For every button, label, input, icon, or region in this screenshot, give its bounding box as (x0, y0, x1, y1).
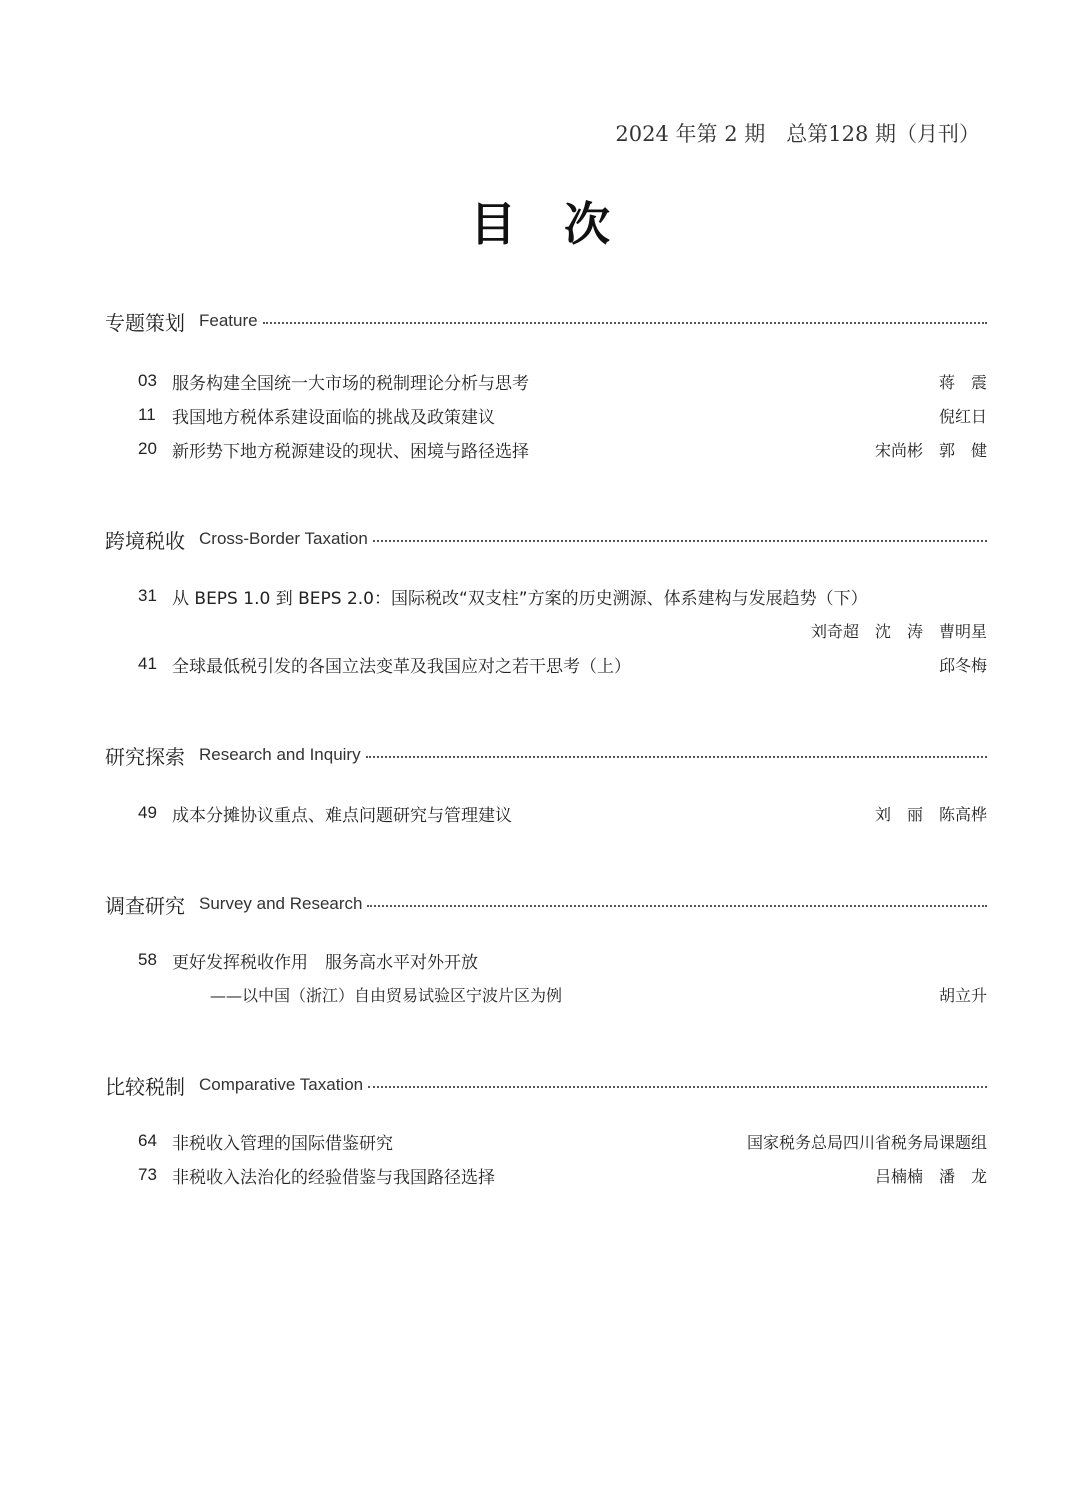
article-title: 我国地方税体系建设面临的挑战及政策建议 (172, 407, 495, 428)
page-number: 58 (138, 950, 157, 969)
toc-entry[interactable] (138, 1162, 987, 1188)
article-subtitle: ——以中国（浙江）自由贸易试验区宁波片区为例 (210, 985, 563, 1005)
page-number: 73 (138, 1165, 157, 1184)
section-header-survey (105, 889, 987, 919)
dot-leader (368, 1086, 987, 1088)
article-title: 服务构建全国统一大市场的税制理论分析与思考 (172, 373, 529, 394)
dot-leader (366, 756, 987, 758)
dot-leader (367, 905, 987, 907)
page-number: 11 (138, 405, 156, 424)
article-title: 非税收入法治化的经验借鉴与我国路径选择 (172, 1167, 495, 1188)
dot-leader (263, 322, 987, 324)
page-number: 20 (138, 439, 157, 458)
toc-entry[interactable] (138, 402, 987, 428)
article-title: 全球最低税引发的各国立法变革及我国应对之若干思考（上） (172, 656, 631, 677)
dot-leader (373, 540, 987, 542)
issue-line: 2024 年第 2 期 总第128 期（月刊） (615, 122, 980, 146)
article-author: 吕楠楠 潘 龙 (874, 1166, 987, 1186)
article-author: 刘奇超 沈 涛 曹明星 (810, 621, 987, 641)
article-author: 蒋 震 (938, 372, 987, 392)
article-author: 宋尚彬 郭 健 (874, 440, 987, 460)
section-title-cn: 比较税制 (105, 1074, 185, 1099)
section-title-en: Comparative Taxation (199, 1075, 364, 1094)
article-title: 从 BEPS 1.0 到 BEPS 2.0：国际税改“双支柱”方案的历史溯源、体系建构与发展趋势（下） (172, 588, 868, 609)
section-title-cn: 专题策划 (105, 310, 185, 335)
article-title: 更好发挥税收作用 服务高水平对外开放 (172, 952, 478, 973)
article-title: 成本分摊协议重点、难点问题研究与管理建议 (172, 805, 512, 826)
section-title-en: Feature (199, 311, 258, 330)
toc-entry[interactable] (138, 1128, 987, 1154)
section-header-research (105, 740, 987, 770)
toc-entry[interactable] (138, 800, 987, 826)
section-header-comparative (105, 1070, 987, 1100)
article-author: 刘 丽 陈高桦 (874, 804, 987, 824)
toc-entry[interactable] (138, 436, 987, 462)
article-author: 邱冬梅 (938, 655, 987, 675)
page-number: 64 (138, 1131, 157, 1150)
page-number: 31 (138, 586, 157, 605)
article-author: 倪红日 (938, 406, 987, 426)
section-title-en: Survey and Research (199, 894, 363, 913)
page-number: 03 (138, 371, 157, 390)
section-title-cn: 研究探索 (105, 744, 185, 769)
section-title-cn: 调查研究 (105, 893, 185, 918)
section-header-cross-border (105, 524, 987, 554)
page-number: 41 (138, 654, 157, 673)
toc-entry[interactable] (138, 368, 987, 394)
page-number: 49 (138, 803, 157, 822)
section-title-en: Cross-Border Taxation (199, 529, 368, 548)
toc-title: 目次 (470, 197, 658, 251)
article-title: 新形势下地方税源建设的现状、困境与路径选择 (172, 441, 529, 462)
article-author: 胡立升 (938, 985, 987, 1005)
toc-entry[interactable] (138, 583, 987, 609)
section-title-en: Research and Inquiry (199, 745, 361, 764)
section-header-feature (105, 306, 987, 336)
article-title: 非税收入管理的国际借鉴研究 (172, 1133, 393, 1154)
article-author: 国家税务总局四川省税务局课题组 (746, 1132, 987, 1152)
subtitle-line (210, 981, 987, 1007)
toc-entry[interactable] (138, 947, 987, 973)
section-title-cn: 跨境税收 (105, 528, 185, 553)
toc-entry[interactable] (138, 651, 987, 677)
author-line (811, 617, 987, 643)
